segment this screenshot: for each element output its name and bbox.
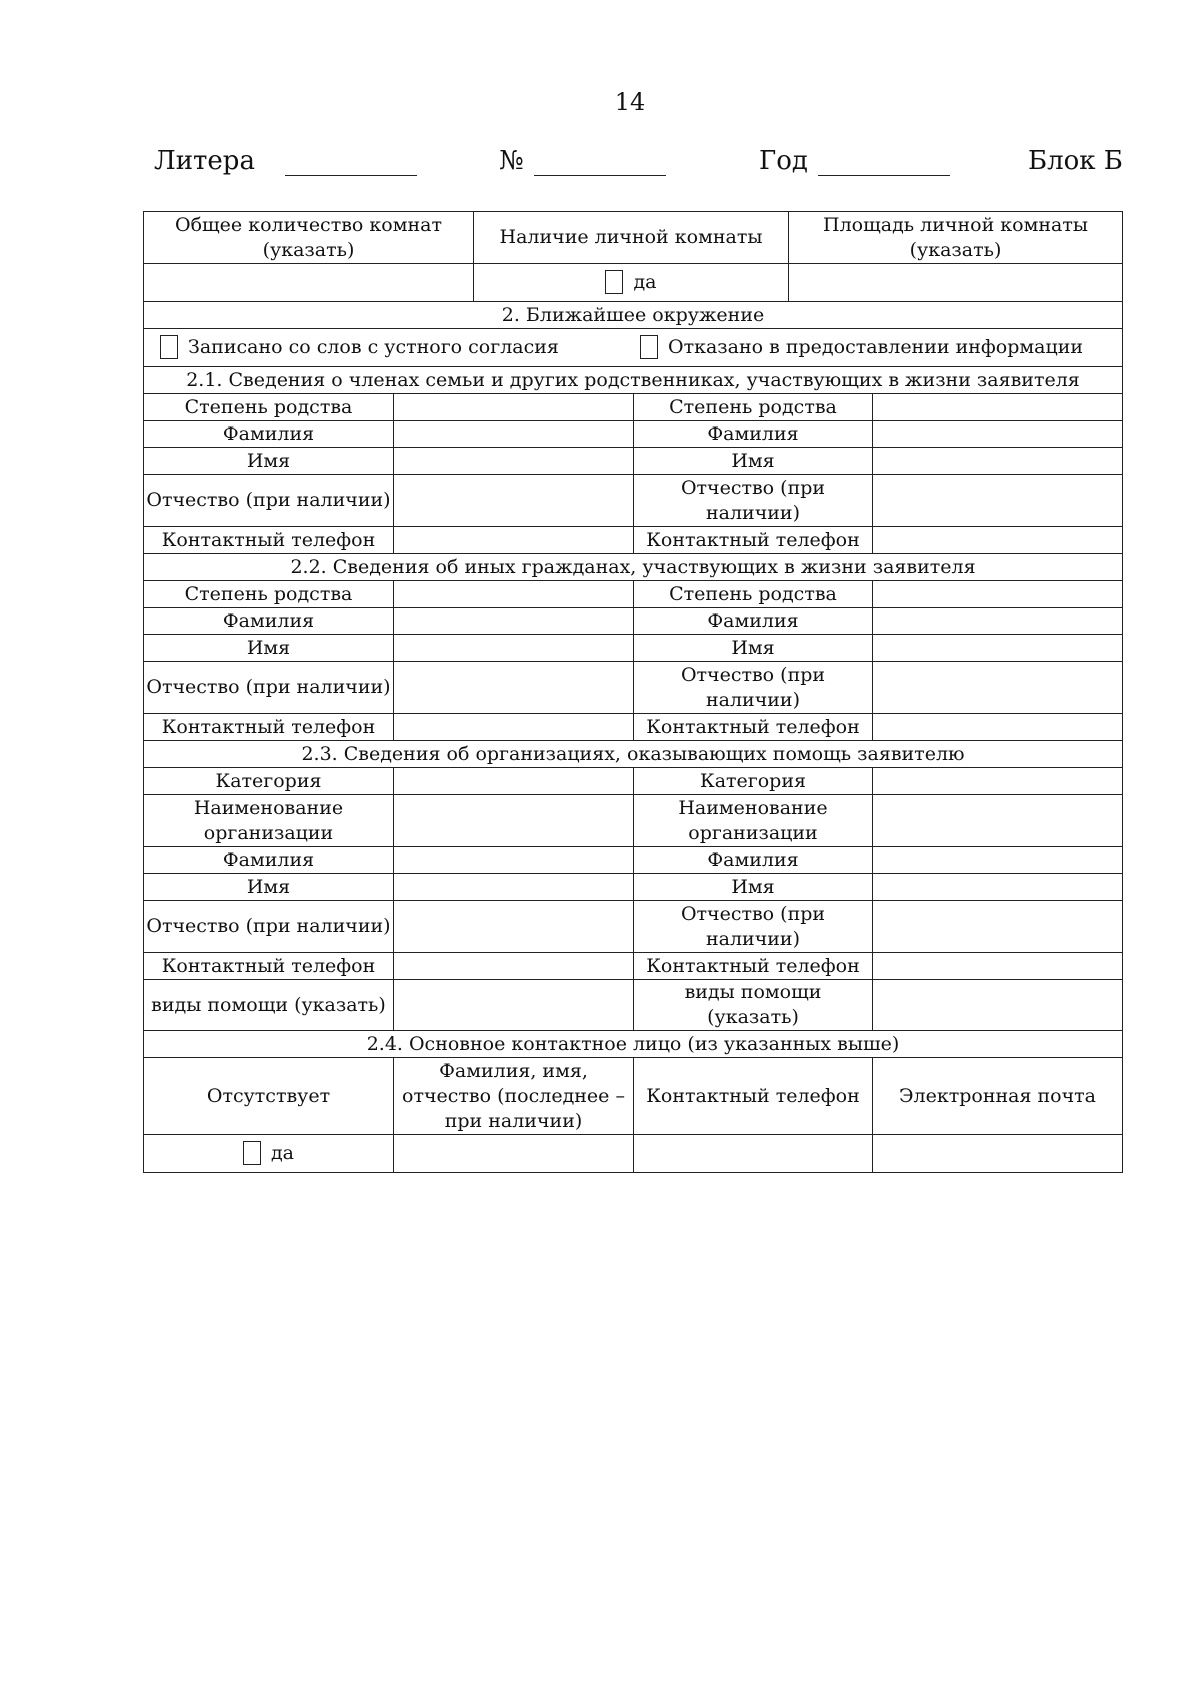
phone-label: Контактный телефон: [144, 527, 394, 554]
section-2-title: 2. Ближайшее окружение: [144, 302, 1123, 329]
category-label: Категория: [144, 768, 394, 795]
absent-yes-label: да: [270, 1142, 295, 1164]
name-label: Имя: [144, 448, 394, 475]
personal-room-yes-label: да: [633, 271, 657, 293]
help-types-value[interactable]: [394, 980, 634, 1031]
surname-value[interactable]: [873, 608, 1123, 635]
rooms-total-header: Общее количество комнат (указать): [144, 212, 474, 264]
phone-label: Контактный телефон: [634, 953, 873, 980]
phone-value[interactable]: [394, 714, 634, 741]
section-2-2-title: 2.2. Сведения об иных гражданах, участвующих в жизни заявителя: [144, 554, 1123, 581]
patronymic-value[interactable]: [394, 475, 634, 527]
surname-label: Фамилия: [634, 847, 873, 874]
patronymic-value[interactable]: [873, 662, 1123, 714]
year-label: Год: [759, 146, 808, 176]
kinship-value[interactable]: [394, 394, 634, 421]
help-types-label: виды помощи (указать): [144, 980, 394, 1031]
name-label: Имя: [634, 874, 873, 901]
kinship-value[interactable]: [873, 394, 1123, 421]
patronymic-label: Отчество (при наличии): [634, 662, 873, 714]
patronymic-label: Отчество (при наличии): [144, 662, 394, 714]
surname-label: Фамилия: [144, 608, 394, 635]
kinship-label: Степень родства: [634, 394, 873, 421]
email-value[interactable]: [873, 1135, 1123, 1173]
number-field: [499, 146, 666, 176]
surname-value[interactable]: [394, 421, 634, 448]
refused-label: Отказано в предоставлении информации: [668, 336, 1084, 358]
name-value[interactable]: [394, 448, 634, 475]
kinship-label: Степень родства: [634, 581, 873, 608]
litera-field: [154, 146, 417, 176]
org-name-value[interactable]: [394, 795, 634, 847]
phone-value[interactable]: [394, 527, 634, 554]
fio-value[interactable]: [394, 1135, 634, 1173]
year-field: [759, 146, 950, 176]
fio-header: Фамилия, имя, отчество (последнее – при наличии): [394, 1058, 634, 1135]
litera-input-line[interactable]: [285, 149, 417, 176]
name-label: Имя: [144, 635, 394, 662]
personal-room-checkbox[interactable]: [605, 270, 623, 294]
section-2-3-title: 2.3. Сведения об организациях, оказывающих помощь заявителю: [144, 741, 1123, 768]
rooms-header-row: [144, 212, 1123, 264]
surname-value[interactable]: [394, 608, 634, 635]
consent-row: [144, 329, 1123, 367]
absent-header: Отсутствует: [144, 1058, 394, 1135]
patronymic-value[interactable]: [873, 475, 1123, 527]
refused-checkbox[interactable]: [640, 335, 658, 359]
phone-label: Контактный телефон: [634, 527, 873, 554]
help-types-label: виды помощи (указать): [634, 980, 873, 1031]
name-value[interactable]: [873, 635, 1123, 662]
surname-label: Фамилия: [144, 847, 394, 874]
absent-checkbox[interactable]: [243, 1141, 261, 1165]
rooms-area-value[interactable]: [789, 264, 1123, 302]
name-value[interactable]: [394, 635, 634, 662]
header-row: [154, 146, 1123, 186]
name-value[interactable]: [873, 874, 1123, 901]
kinship-label: Степень родства: [144, 394, 394, 421]
surname-label: Фамилия: [144, 421, 394, 448]
patronymic-value[interactable]: [873, 901, 1123, 953]
rooms-personal-value: [474, 264, 789, 302]
help-types-value[interactable]: [873, 980, 1123, 1031]
email-header: Электронная почта: [873, 1058, 1123, 1135]
surname-value[interactable]: [873, 421, 1123, 448]
category-value[interactable]: [873, 768, 1123, 795]
name-value[interactable]: [873, 448, 1123, 475]
surname-label: Фамилия: [634, 421, 873, 448]
category-label: Категория: [634, 768, 873, 795]
name-label: Имя: [634, 448, 873, 475]
phone-value[interactable]: [394, 953, 634, 980]
surname-value[interactable]: [873, 847, 1123, 874]
org-name-label: Наименование организации: [634, 795, 873, 847]
patronymic-label: Отчество (при наличии): [144, 475, 394, 527]
rooms-value-row: [144, 264, 1123, 302]
kinship-value[interactable]: [873, 581, 1123, 608]
litera-label: Литера: [154, 146, 255, 176]
year-input-line[interactable]: [818, 149, 950, 176]
contact-phone-header: Контактный телефон: [634, 1058, 873, 1135]
kinship-label: Степень родства: [144, 581, 394, 608]
recorded-checkbox[interactable]: [160, 335, 178, 359]
phone-label: Контактный телефон: [144, 953, 394, 980]
phone-value[interactable]: [873, 953, 1123, 980]
contact-phone-value[interactable]: [634, 1135, 873, 1173]
surname-label: Фамилия: [634, 608, 873, 635]
surname-value[interactable]: [394, 847, 634, 874]
kinship-value[interactable]: [394, 581, 634, 608]
patronymic-label: Отчество (при наличии): [634, 475, 873, 527]
number-label: №: [499, 146, 524, 176]
name-label: Имя: [634, 635, 873, 662]
patronymic-value[interactable]: [394, 662, 634, 714]
org-name-label: Наименование организации: [144, 795, 394, 847]
phone-value[interactable]: [873, 527, 1123, 554]
form-table: [143, 211, 1123, 1173]
recorded-label: Записано со слов с устного согласия: [188, 336, 559, 358]
page-number: 14: [614, 88, 646, 116]
section-2-4-title: 2.4. Основное контактное лицо (из указанных выше): [144, 1031, 1123, 1058]
patronymic-label: Отчество (при наличии): [634, 901, 873, 953]
number-input-line[interactable]: [534, 149, 666, 176]
phone-label: Контактный телефон: [144, 714, 394, 741]
patronymic-label: Отчество (при наличии): [144, 901, 394, 953]
absent-value: [144, 1135, 394, 1173]
block-label: Блок Б: [1028, 146, 1123, 176]
rooms-personal-header: Наличие личной комнаты: [474, 212, 789, 264]
name-value[interactable]: [394, 874, 634, 901]
name-label: Имя: [144, 874, 394, 901]
rooms-area-header: Площадь личной комнаты (указать): [789, 212, 1123, 264]
phone-label: Контактный телефон: [634, 714, 873, 741]
phone-value[interactable]: [873, 714, 1123, 741]
org-name-value[interactable]: [873, 795, 1123, 847]
rooms-total-value[interactable]: [144, 264, 474, 302]
patronymic-value[interactable]: [394, 901, 634, 953]
section-2-1-title: 2.1. Сведения о членах семьи и других родственниках, участвующих в жизни заявителя: [144, 367, 1123, 394]
category-value[interactable]: [394, 768, 634, 795]
